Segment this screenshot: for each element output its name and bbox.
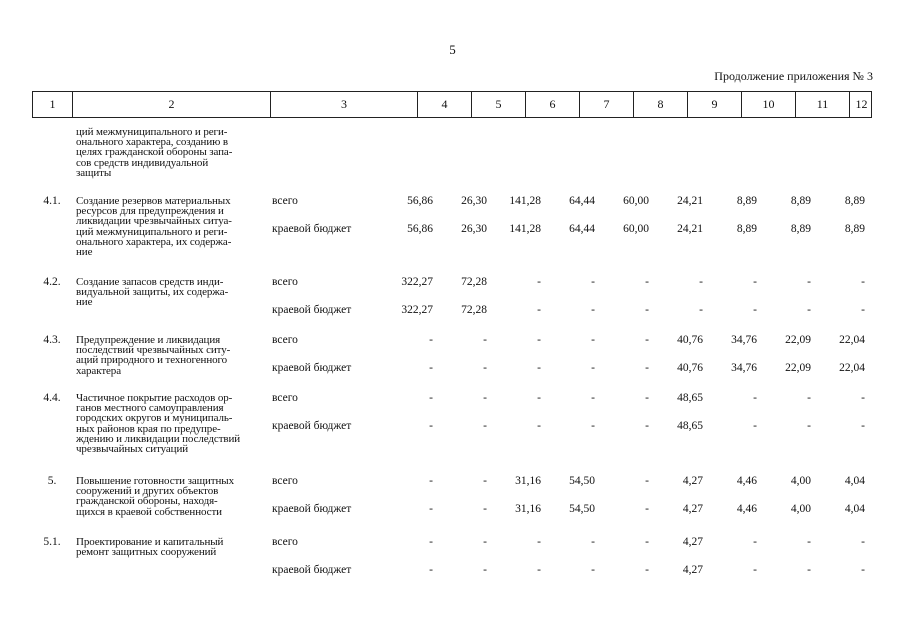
table-cell-value: 322,27 (401, 276, 433, 288)
table-cell-value: 4,00 (790, 475, 811, 487)
table-cell-value: 56,86 (407, 223, 433, 235)
table-cell-value: - (429, 564, 433, 576)
header-col-6: 6 (526, 92, 580, 117)
table-cell-value: - (807, 564, 811, 576)
table-cell-value: - (483, 564, 487, 576)
header-col-7: 7 (580, 92, 634, 117)
table-cell-value: - (807, 536, 811, 548)
table-cell-value: - (807, 420, 811, 432)
header-col-9: 9 (688, 92, 742, 117)
table-cell-value: - (645, 334, 649, 346)
table-cell-value: 31,16 (515, 503, 541, 515)
table-cell-value: 4,46 (736, 475, 757, 487)
table-cell-value: - (645, 420, 649, 432)
row-description: Повышение готовности защитных сооружений и других объектов гражданской обороны, находя- щихся в краевой собственности (76, 475, 234, 518)
table-cell-value: 72,28 (461, 276, 487, 288)
table-cell-value: - (645, 304, 649, 316)
row-index: 5. (47, 475, 57, 487)
row-index: 4.4. (43, 392, 61, 404)
table-cell-value: - (537, 334, 541, 346)
table-cell-value: 8,89 (736, 195, 757, 207)
table-cell-value: 64,44 (569, 195, 595, 207)
table-cell-value: 8,89 (790, 223, 811, 235)
table-cell-value: - (429, 392, 433, 404)
table-cell-value: - (591, 536, 595, 548)
table-cell-value: 48,65 (677, 392, 703, 404)
table-cell-value: - (753, 564, 757, 576)
row-description: ций межмуниципального и реги- онального характера, созданию в целях гражданской обороны запа- сов средств индивидуальной защиты (76, 126, 233, 179)
table-cell-value: 40,76 (677, 362, 703, 374)
table-cell-value: - (483, 503, 487, 515)
table-cell-value: 60,00 (623, 195, 649, 207)
table-cell-value: 64,44 (569, 223, 595, 235)
row-description: Предупреждение и ликвидация последствий чрезвычайных ситу- аций природного и техногенного характера (76, 334, 231, 377)
funding-source: краевой бюджет (272, 304, 352, 316)
table-cell-value: - (645, 536, 649, 548)
table-cell-value: 4,00 (790, 503, 811, 515)
funding-source: всего (272, 195, 298, 207)
table-cell-value: - (429, 362, 433, 374)
table-cell-value: 31,16 (515, 475, 541, 487)
table-cell-value: 48,65 (677, 420, 703, 432)
table-cell-value: 4,04 (844, 475, 865, 487)
table-cell-value: - (537, 362, 541, 374)
header-col-10: 10 (742, 92, 796, 117)
table-cell-value: - (645, 392, 649, 404)
funding-source: всего (272, 392, 298, 404)
header-col-8: 8 (634, 92, 688, 117)
table-cell-value: 22,04 (839, 362, 865, 374)
table-cell-value: - (645, 362, 649, 374)
table-cell-value: - (699, 304, 703, 316)
table-cell-value: - (429, 334, 433, 346)
table-cell-value: - (753, 420, 757, 432)
table-cell-value: - (861, 564, 865, 576)
table-cell-value: - (483, 420, 487, 432)
table-cell-value: 54,50 (569, 475, 595, 487)
table-cell-value: - (807, 304, 811, 316)
table-cell-value: - (645, 475, 649, 487)
table-cell-value: 34,76 (731, 362, 757, 374)
table-cell-value: 40,76 (677, 334, 703, 346)
table-cell-value: 4,27 (682, 475, 703, 487)
table-cell-value: - (537, 420, 541, 432)
table-cell-value: - (591, 362, 595, 374)
table-cell-value: 22,09 (785, 334, 811, 346)
header-col-2: 2 (73, 92, 271, 117)
table-cell-value: 322,27 (401, 304, 433, 316)
table-cell-value: 24,21 (677, 223, 703, 235)
header-col-12: 12 (855, 97, 868, 111)
row-index: 4.3. (43, 334, 61, 346)
table-cell-value: 141,28 (509, 223, 541, 235)
table-cell-value: - (537, 392, 541, 404)
table-cell-value: 56,86 (407, 195, 433, 207)
table-cell-value: 24,21 (677, 195, 703, 207)
table-cell-value: 4,27 (682, 564, 703, 576)
table-cell-value: - (591, 304, 595, 316)
header-col-4: 4 (418, 92, 472, 117)
funding-source: краевой бюджет (272, 564, 352, 576)
table-cell-value: - (483, 362, 487, 374)
funding-source: краевой бюджет (272, 223, 352, 235)
funding-source: краевой бюджет (272, 503, 352, 515)
table-cell-value: 141,28 (509, 195, 541, 207)
row-description: Проектирование и капитальный ремонт защитных сооружений (76, 536, 224, 559)
table-cell-value: - (861, 420, 865, 432)
table-cell-value: - (429, 503, 433, 515)
table-cell-value: 22,04 (839, 334, 865, 346)
table-cell-value: 8,89 (844, 195, 865, 207)
table-cell-value: 26,30 (461, 223, 487, 235)
header-col-1: 1 (33, 92, 73, 117)
funding-source: краевой бюджет (272, 362, 352, 374)
table-cell-value: 4,27 (682, 536, 703, 548)
table-cell-value: - (807, 392, 811, 404)
table-cell-value: 4,46 (736, 503, 757, 515)
table-cell-value: - (591, 334, 595, 346)
table-cell-value: 26,30 (461, 195, 487, 207)
table-cell-value: - (699, 276, 703, 288)
table-cell-value: - (429, 536, 433, 548)
table-cell-value: - (483, 536, 487, 548)
table-cell-value: - (753, 392, 757, 404)
row-description: Создание резервов материальных ресурсов для предупреждения и ликвидации чрезвычайных ситуа- ций межмуниципального и реги- онального характера, их содержа- ние (76, 195, 232, 259)
table-cell-value: 22,09 (785, 362, 811, 374)
table-cell-value: - (645, 503, 649, 515)
table-cell-value: - (591, 392, 595, 404)
table-cell-value: 8,89 (844, 223, 865, 235)
table-cell-value: - (537, 536, 541, 548)
table-cell-value: - (483, 475, 487, 487)
table-cell-value: - (753, 276, 757, 288)
header-col-5: 5 (472, 92, 526, 117)
table-cell-value: - (591, 564, 595, 576)
table-header (32, 91, 872, 118)
row-description: Частичное покрытие расходов ор- ганов местного самоуправления городских округов и муниципаль- ных районов края по предупре- ждению и ликвидации последствий чрезвычайных ситуаций (76, 392, 241, 456)
table-cell-value: - (753, 536, 757, 548)
table-cell-value: - (753, 304, 757, 316)
table-cell-value: - (483, 334, 487, 346)
table-cell-value: 8,89 (736, 223, 757, 235)
table-cell-value: 54,50 (569, 503, 595, 515)
table-cell-value: - (591, 420, 595, 432)
row-index: 4.1. (43, 195, 61, 207)
table-cell-value: - (861, 304, 865, 316)
header-col-11: 11 (796, 92, 850, 117)
table-cell-value: 4,04 (844, 503, 865, 515)
table-cell-value: 4,27 (682, 503, 703, 515)
table-cell-value: - (429, 475, 433, 487)
row-index: 5.1. (43, 536, 61, 548)
continuation-caption: Продолжение приложения № 3 (714, 69, 873, 83)
table-cell-value: - (807, 276, 811, 288)
table-cell-value: 72,28 (461, 304, 487, 316)
funding-source: всего (272, 536, 298, 548)
row-index: 4.2. (43, 276, 61, 288)
table-cell-value: - (861, 536, 865, 548)
funding-source: всего (272, 276, 298, 288)
table-cell-value: - (645, 564, 649, 576)
table-cell-value: - (861, 392, 865, 404)
table-cell-value: - (537, 304, 541, 316)
funding-source: всего (272, 334, 298, 346)
table-cell-value: 8,89 (790, 195, 811, 207)
row-description: Создание запасов средств инди- видуальной защиты, их содержа- ние (76, 276, 229, 309)
table-cell-value: - (591, 276, 595, 288)
header-col-3: 3 (271, 92, 418, 117)
table-cell-value: - (537, 564, 541, 576)
funding-source: всего (272, 475, 298, 487)
table-cell-value: - (483, 392, 487, 404)
table-cell-value: - (645, 276, 649, 288)
table-cell-value: 34,76 (731, 334, 757, 346)
table-cell-value: 60,00 (623, 223, 649, 235)
funding-source: краевой бюджет (272, 420, 352, 432)
table-cell-value: - (429, 420, 433, 432)
table-cell-value: - (537, 276, 541, 288)
table-cell-value: - (861, 276, 865, 288)
page-number: 5 (449, 42, 456, 57)
